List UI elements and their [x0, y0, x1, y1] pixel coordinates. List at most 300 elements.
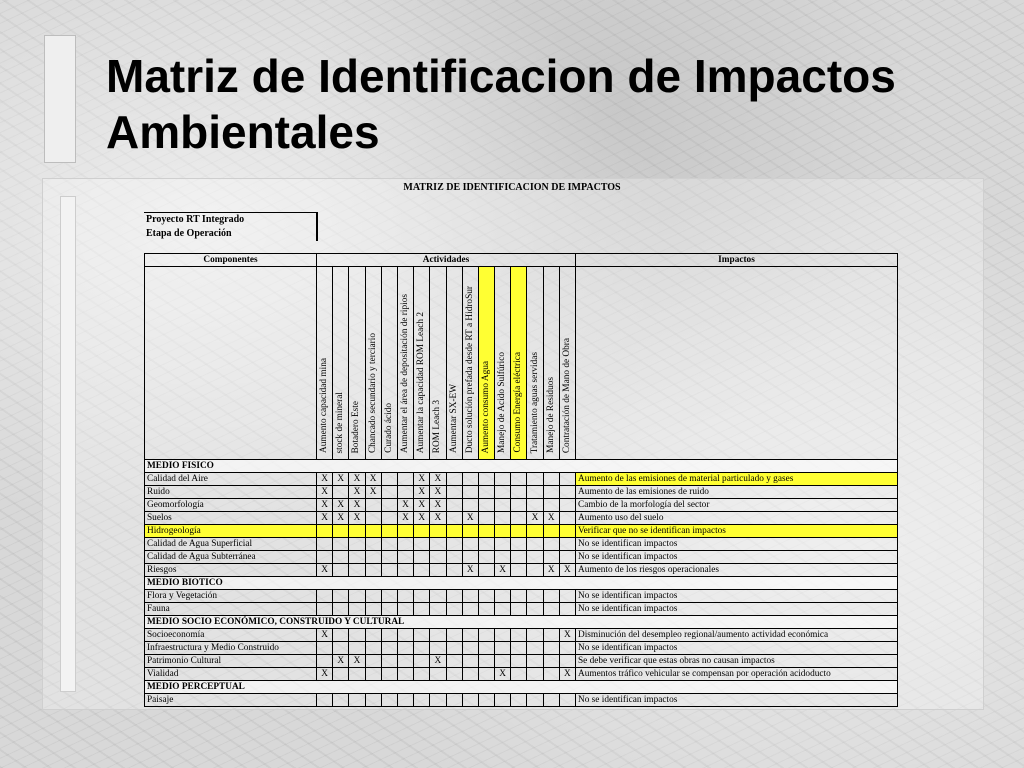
- component-label: Vialidad: [145, 668, 317, 681]
- matrix-cell: [478, 668, 494, 681]
- matrix-cell: [559, 512, 575, 525]
- matrix-cell: [414, 551, 430, 564]
- matrix-cell: [478, 564, 494, 577]
- matrix-cell: [349, 668, 365, 681]
- matrix-cell: [397, 694, 413, 707]
- matrix-cell: X: [559, 629, 575, 642]
- matrix-cell: [527, 538, 543, 551]
- matrix-cell: [414, 642, 430, 655]
- matrix-cell: [527, 551, 543, 564]
- matrix-cell: [381, 564, 397, 577]
- matrix-cell: [317, 538, 333, 551]
- matrix-cell: [430, 525, 446, 538]
- matrix-cell: [543, 655, 559, 668]
- table-row: [145, 590, 898, 603]
- matrix-cell: [543, 590, 559, 603]
- matrix-cell: [365, 512, 381, 525]
- matrix-cell: [397, 551, 413, 564]
- matrix-cell: [414, 538, 430, 551]
- matrix-cell: [414, 694, 430, 707]
- matrix-cell: [365, 629, 381, 642]
- matrix-cell: [543, 694, 559, 707]
- matrix-cell: X: [317, 564, 333, 577]
- impact-description: Aumentos tráfico vehicular se compensan por operación acidoducto: [576, 668, 898, 681]
- matrix-cell: [414, 564, 430, 577]
- matrix-cell: [446, 499, 462, 512]
- matrix-cell: [397, 642, 413, 655]
- matrix-cell: [462, 486, 478, 499]
- matrix-cell: [511, 473, 527, 486]
- matrix-cell: [349, 564, 365, 577]
- matrix-cell: [478, 629, 494, 642]
- matrix-cell: [333, 486, 349, 499]
- table-row: [145, 486, 898, 499]
- matrix-cell: [511, 551, 527, 564]
- impact-description: No se identifican impactos: [576, 551, 898, 564]
- matrix-cell: [381, 590, 397, 603]
- activity-header: Aumentar la capacidad ROM Leach 2: [414, 267, 430, 460]
- matrix-cell: [317, 551, 333, 564]
- matrix-cell: [414, 525, 430, 538]
- section-label: MEDIO PERCEPTUAL: [145, 681, 898, 694]
- matrix-cell: X: [543, 564, 559, 577]
- component-label: Suelos: [145, 512, 317, 525]
- matrix-cell: [430, 694, 446, 707]
- matrix-cell: X: [349, 486, 365, 499]
- matrix-cell: [527, 655, 543, 668]
- component-label: Hidrogeología: [145, 525, 317, 538]
- matrix-cell: [478, 486, 494, 499]
- matrix-cell: [317, 525, 333, 538]
- group-header-row: [145, 254, 898, 267]
- matrix-cell: [414, 629, 430, 642]
- matrix-cell: [381, 642, 397, 655]
- activity-header: Manejo de Residuos: [543, 267, 559, 460]
- table-row: [145, 655, 898, 668]
- slide-title: Matriz de Identificacion de Impactos Ambientales: [106, 50, 896, 158]
- matrix-cell: [446, 486, 462, 499]
- impact-description: Verificar que no se identifican impactos: [576, 525, 898, 538]
- matrix-cell: [527, 603, 543, 616]
- activity-header: Botadero Este: [349, 267, 365, 460]
- matrix-cell: [414, 668, 430, 681]
- matrix-cell: [511, 525, 527, 538]
- decorative-bar-top: [44, 35, 76, 163]
- matrix-cell: [397, 538, 413, 551]
- matrix-cell: [559, 551, 575, 564]
- table-row: [145, 551, 898, 564]
- activity-header: Aumento capacidad mina: [317, 267, 333, 460]
- section-label: MEDIO BIOTICO: [145, 577, 898, 590]
- impacts-blank: [576, 267, 898, 460]
- section-row: [145, 681, 898, 694]
- component-label: Flora y Vegetación: [145, 590, 317, 603]
- table-row: [145, 499, 898, 512]
- matrix-cell: [462, 629, 478, 642]
- matrix-cell: [365, 668, 381, 681]
- component-label: Calidad de Agua Superficial: [145, 538, 317, 551]
- matrix-cell: X: [414, 486, 430, 499]
- matrix-cell: [543, 629, 559, 642]
- matrix-cell: [543, 642, 559, 655]
- matrix-cell: [511, 564, 527, 577]
- matrix-cell: [462, 655, 478, 668]
- matrix-cell: X: [559, 564, 575, 577]
- impact-description: Aumento de las emisiones de material particulado y gases: [576, 473, 898, 486]
- matrix-cell: [333, 668, 349, 681]
- matrix-cell: [414, 603, 430, 616]
- matrix-cell: [511, 629, 527, 642]
- matrix-cell: [478, 473, 494, 486]
- component-label: Geomorfología: [145, 499, 317, 512]
- impact-description: No se identifican impactos: [576, 694, 898, 707]
- matrix-cell: [446, 642, 462, 655]
- matrix-cell: [430, 590, 446, 603]
- matrix-cell: [527, 486, 543, 499]
- matrix-cell: [414, 590, 430, 603]
- matrix-cell: [430, 538, 446, 551]
- matrix-cell: X: [430, 486, 446, 499]
- matrix-cell: [543, 525, 559, 538]
- matrix-cell: X: [397, 499, 413, 512]
- matrix-cell: X: [495, 668, 511, 681]
- matrix-cell: [543, 551, 559, 564]
- matrix-cell: X: [462, 512, 478, 525]
- matrix-cell: [462, 603, 478, 616]
- matrix-cell: [495, 590, 511, 603]
- matrix-cell: [495, 629, 511, 642]
- matrix-cell: [349, 525, 365, 538]
- matrix-cell: X: [317, 473, 333, 486]
- impact-description: No se identifican impactos: [576, 603, 898, 616]
- matrix-cell: [446, 564, 462, 577]
- matrix-cell: [543, 538, 559, 551]
- matrix-cell: [430, 668, 446, 681]
- impact-description: Aumento de los riesgos operacionales: [576, 564, 898, 577]
- matrix-cell: [430, 603, 446, 616]
- component-label: Ruido: [145, 486, 317, 499]
- matrix-cell: [462, 694, 478, 707]
- matrix-cell: [381, 603, 397, 616]
- matrix-cell: [381, 473, 397, 486]
- component-label: Calidad del Aire: [145, 473, 317, 486]
- matrix-cell: [511, 486, 527, 499]
- matrix-cell: [495, 642, 511, 655]
- matrix-cell: X: [527, 512, 543, 525]
- matrix-cell: [495, 473, 511, 486]
- matrix-cell: [397, 486, 413, 499]
- matrix-cell: [365, 642, 381, 655]
- matrix-cell: [365, 538, 381, 551]
- table-row: [145, 642, 898, 655]
- matrix-cell: [446, 525, 462, 538]
- matrix-cell: [381, 538, 397, 551]
- matrix-cell: [349, 551, 365, 564]
- matrix-cell: [349, 590, 365, 603]
- activity-header: Manejo de Acido Sulfúrico: [495, 267, 511, 460]
- impact-description: Aumento uso del suelo: [576, 512, 898, 525]
- matrix-cell: [365, 655, 381, 668]
- matrix-cell: X: [430, 512, 446, 525]
- activity-header: Chancado secundario y terciario: [365, 267, 381, 460]
- matrix-cell: [527, 590, 543, 603]
- matrix-cell: [527, 473, 543, 486]
- matrix-cell: [349, 629, 365, 642]
- matrix-cell: [462, 590, 478, 603]
- matrix-cell: [381, 499, 397, 512]
- table-row: [145, 629, 898, 642]
- matrix-cell: [543, 499, 559, 512]
- matrix-cell: [462, 525, 478, 538]
- impacts-header: Impactos: [576, 254, 898, 267]
- matrix-cell: [430, 551, 446, 564]
- matrix-cell: [511, 655, 527, 668]
- matrix-cell: [495, 538, 511, 551]
- matrix-cell: [495, 486, 511, 499]
- matrix-cell: [317, 655, 333, 668]
- matrix-cell: [381, 668, 397, 681]
- matrix-cell: [365, 525, 381, 538]
- matrix-cell: X: [317, 499, 333, 512]
- matrix-cell: [381, 629, 397, 642]
- activity-header: Contratación de Mano de Obra: [559, 267, 575, 460]
- matrix-cell: [349, 538, 365, 551]
- matrix-cell: [462, 642, 478, 655]
- matrix-cell: X: [317, 668, 333, 681]
- matrix-cell: [333, 590, 349, 603]
- section-label: MEDIO FISICO: [145, 460, 898, 473]
- matrix-cell: X: [414, 512, 430, 525]
- matrix-cell: [381, 694, 397, 707]
- matrix-cell: X: [414, 499, 430, 512]
- matrix-cell: [478, 655, 494, 668]
- table-row: [145, 538, 898, 551]
- matrix-cell: [333, 629, 349, 642]
- components-header: Componentes: [145, 254, 317, 267]
- matrix-cell: [478, 538, 494, 551]
- matrix-cell: [365, 590, 381, 603]
- matrix-cell: X: [349, 512, 365, 525]
- matrix-cell: [543, 603, 559, 616]
- activity-header: Curado ácido: [381, 267, 397, 460]
- matrix-cell: [397, 590, 413, 603]
- matrix-cell: [495, 551, 511, 564]
- matrix-cell: X: [333, 512, 349, 525]
- matrix-cell: X: [397, 512, 413, 525]
- matrix-cell: [446, 668, 462, 681]
- impact-description: Cambio de la morfología del sector: [576, 499, 898, 512]
- matrix-cell: [430, 564, 446, 577]
- matrix-cell: [381, 512, 397, 525]
- matrix-cell: [511, 512, 527, 525]
- matrix-cell: [527, 642, 543, 655]
- matrix-cell: [559, 486, 575, 499]
- matrix-cell: [495, 655, 511, 668]
- table-row: [145, 512, 898, 525]
- matrix-cell: X: [333, 499, 349, 512]
- matrix-cell: [381, 551, 397, 564]
- matrix-cell: [559, 538, 575, 551]
- activity-header: Aumento consumo Agua: [478, 267, 494, 460]
- matrix-cell: [381, 525, 397, 538]
- matrix-cell: X: [349, 655, 365, 668]
- matrix-cell: [527, 694, 543, 707]
- matrix-cell: [446, 512, 462, 525]
- impact-description: Disminución del desempleo regional/aumento actividad económica: [576, 629, 898, 642]
- matrix-cell: [543, 473, 559, 486]
- matrix-cell: [478, 694, 494, 707]
- matrix-cell: [397, 525, 413, 538]
- matrix-cell: [478, 499, 494, 512]
- activity-header: ROM Leach 3: [430, 267, 446, 460]
- matrix-cell: [397, 473, 413, 486]
- matrix-cell: [365, 603, 381, 616]
- matrix-cell: [495, 603, 511, 616]
- matrix-cell: [511, 499, 527, 512]
- matrix-cell: X: [430, 655, 446, 668]
- matrix-cell: X: [365, 473, 381, 486]
- matrix-cell: [559, 590, 575, 603]
- matrix-cell: [559, 642, 575, 655]
- matrix-cell: X: [543, 512, 559, 525]
- matrix-cell: [527, 668, 543, 681]
- matrix-cell: [317, 590, 333, 603]
- matrix-cell: [381, 486, 397, 499]
- impact-description: No se identifican impactos: [576, 642, 898, 655]
- section-label: MEDIO SOCIO ECONÓMICO, CONSTRUIDO Y CULTURAL: [145, 616, 898, 629]
- matrix-cell: [381, 655, 397, 668]
- matrix-cell: [397, 564, 413, 577]
- matrix-cell: [559, 694, 575, 707]
- matrix-cell: [365, 499, 381, 512]
- matrix-cell: [333, 564, 349, 577]
- table-row: [145, 564, 898, 577]
- matrix-cell: [478, 551, 494, 564]
- matrix-cell: [559, 655, 575, 668]
- matrix-cell: X: [317, 512, 333, 525]
- matrix-cell: [511, 603, 527, 616]
- matrix-cell: X: [317, 629, 333, 642]
- matrix-cell: [559, 603, 575, 616]
- matrix-cell: [527, 525, 543, 538]
- component-label: Riesgos: [145, 564, 317, 577]
- matrix-cell: [559, 525, 575, 538]
- matrix-cell: X: [462, 564, 478, 577]
- matrix-cell: [446, 551, 462, 564]
- table-row: [145, 603, 898, 616]
- matrix-cell: [397, 603, 413, 616]
- matrix-cell: [527, 629, 543, 642]
- matrix-cell: [495, 694, 511, 707]
- table-row: [145, 525, 898, 538]
- impact-description: No se identifican impactos: [576, 538, 898, 551]
- matrix-cell: X: [559, 668, 575, 681]
- matrix-cell: [462, 538, 478, 551]
- activity-header: Tratamiento aguas servidas: [527, 267, 543, 460]
- matrix-cell: X: [365, 486, 381, 499]
- matrix-cell: [349, 603, 365, 616]
- matrix-cell: [446, 473, 462, 486]
- matrix-cell: [511, 694, 527, 707]
- matrix-cell: [333, 525, 349, 538]
- activity-header: Aumentar SX-EW: [446, 267, 462, 460]
- matrix-cell: X: [333, 473, 349, 486]
- impact-description: No se identifican impactos: [576, 590, 898, 603]
- matrix-cell: [559, 473, 575, 486]
- table-row: [145, 668, 898, 681]
- matrix-cell: [495, 525, 511, 538]
- matrix-cell: [462, 668, 478, 681]
- matrix-cell: [462, 499, 478, 512]
- matrix-cell: [511, 642, 527, 655]
- component-label: Paisaje: [145, 694, 317, 707]
- matrix-cell: [446, 590, 462, 603]
- activity-names-row: [145, 267, 898, 460]
- impact-description: Se debe verificar que estas obras no causan impactos: [576, 655, 898, 668]
- matrix-cell: [365, 564, 381, 577]
- matrix-cell: [511, 538, 527, 551]
- section-row: [145, 460, 898, 473]
- matrix-cell: [527, 499, 543, 512]
- matrix-title: MATRIZ DE IDENTIFICACION DE IMPACTOS: [403, 182, 621, 193]
- matrix-cell: [349, 694, 365, 707]
- matrix-cell: X: [495, 564, 511, 577]
- activity-header: stock de mineral: [333, 267, 349, 460]
- matrix-cell: [446, 655, 462, 668]
- component-label: Fauna: [145, 603, 317, 616]
- matrix-cell: [365, 551, 381, 564]
- matrix-cell: [511, 590, 527, 603]
- matrix-cell: [462, 473, 478, 486]
- matrix-cell: [333, 603, 349, 616]
- matrix-cell: [317, 694, 333, 707]
- matrix-cell: [543, 668, 559, 681]
- project-stage: Etapa de Operación: [146, 228, 232, 239]
- matrix-cell: [365, 694, 381, 707]
- matrix-cell: [333, 538, 349, 551]
- matrix-cell: X: [430, 499, 446, 512]
- matrix-cell: [478, 642, 494, 655]
- matrix-cell: [317, 642, 333, 655]
- matrix-cell: [446, 629, 462, 642]
- impact-description: Aumento de las emisiones de ruido: [576, 486, 898, 499]
- matrix-cell: [430, 629, 446, 642]
- matrix-cell: [495, 512, 511, 525]
- matrix-cell: [414, 655, 430, 668]
- matrix-cell: X: [333, 655, 349, 668]
- matrix-cell: [333, 642, 349, 655]
- matrix-cell: [349, 642, 365, 655]
- matrix-cell: [446, 694, 462, 707]
- table-row: [145, 473, 898, 486]
- matrix-cell: [317, 603, 333, 616]
- matrix-cell: [397, 629, 413, 642]
- activity-header: Aumentar el área de depositación de ripios: [397, 267, 413, 460]
- matrix-cell: [527, 564, 543, 577]
- matrix-cell: [478, 512, 494, 525]
- components-blank: [145, 267, 317, 460]
- component-label: Infraestructura y Medio Construido: [145, 642, 317, 655]
- section-row: [145, 616, 898, 629]
- impact-matrix: [144, 253, 898, 707]
- table-row: [145, 694, 898, 707]
- matrix-cell: [397, 668, 413, 681]
- project-info: [144, 212, 318, 241]
- section-row: [145, 577, 898, 590]
- matrix-cell: [462, 551, 478, 564]
- matrix-cell: [478, 525, 494, 538]
- matrix-cell: [333, 694, 349, 707]
